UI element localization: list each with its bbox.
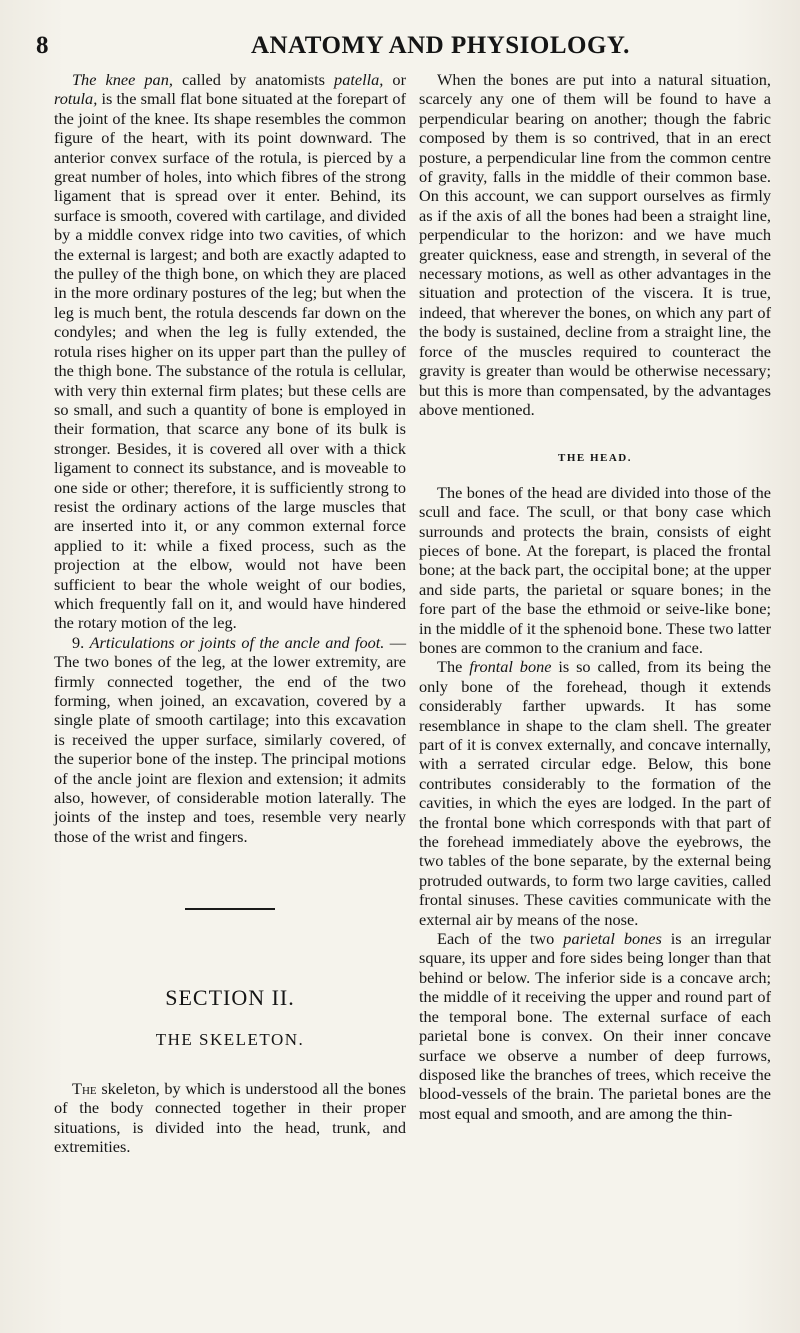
paragraph-frontal-bone: [419, 657, 771, 929]
knee-pan-term: The knee pan,: [72, 70, 173, 89]
section-subtitle: THE SKELETON.: [155, 1029, 305, 1049]
right-column: [419, 70, 771, 1123]
paragraph-text: skeleton, by which is understood all the bones of the body connected together in their proper situations, is divided into the head, trunk, and extremities.: [54, 1079, 406, 1157]
paragraph-text: is so called, from its being the only bone of the forehead, though it extends considerably farther upwards. It has some resemblance in shape to the clam shell. The greater part of it is convex externally, and concave internally, with a serrated circular edge. Below, this bone contributes considerably to the formation of the cavities, in which the eyes are lodged. In the part of the frontal bone which corresponds with that part of the forehead immediately above the eyebrows, the two tables of the bone separate, by the external being protruded outwards, to form two large cavities, called frontal sinuses. These cavities communicate with the external air by means of the nose.: [419, 657, 772, 929]
paragraph-ancle-foot: [54, 633, 406, 846]
section-divider: [185, 908, 275, 910]
latin-term-rotula: rotula,: [54, 89, 98, 109]
paragraph-text: is an irregular square, its upper and fore sides being longer than that behind or below. The inferior side is a concave arch; the middle of it receiving the upper and round part of the temporal bone. The external surface of each parietal bone is convex. On their inner concave surface we observe a number of deep furrows, disposed like the branches of trees, which receive the blood-vessels of the brain. The parietal bones are the most equal and smooth, and are among the thin-: [419, 929, 771, 1123]
paragraph-text: is the small flat bone situated at the forepart of the joint of the knee. Its shape resembles the common figure of the heart, with its point downward. The anterior convex surface of the rotula, is pierced by a great number of holes, into which fibres of the strong ligament that is spread over it enter. Behind, its surface is smooth, covered with cartilage, and divided by a middle convex ridge into two cavities, of which the external is largest; and both are exactly adapted to the pulley of the thigh bone, on which they are placed in the more ordinary postures of the leg; but when the leg is much bent, the rotula descends far down on the condyles; and when the leg is fully extended, the rotula rises higher on its upper part than the pulley of the thigh bone. The substance of the rotula is cellular, with very thin external firm plates; but these cells are so small, and such a quantity of bone is employed in their formation, that scarce any bone of its bulk is stronger. Besides, it is covered all over with a thick ligament to connect its substance, and is moveable to one side or other; therefore, it is sufficiently strong to resist the ordinary actions of the large muscles that are inserted into it, or any common external force applied to it: while a fixed process, such as the projection at the elbow, would not have been sufficient to bear the whole weight of our bodies, which frequently fall on it, and would have hindered the rotary motion of the leg.: [54, 89, 406, 633]
running-title: ANATOMY AND PHYSIOLOGY.: [251, 32, 630, 59]
parietal-bones-term: parietal bones: [563, 929, 662, 949]
paragraph-knee-pan: [54, 70, 406, 633]
small-caps-lead: The: [72, 1079, 97, 1099]
paragraph-skeleton: [54, 1079, 406, 1157]
paragraph-bones-situation: When the bones are put into a natural situation, scarcely any one of them will be found to have a perpendicular bearing on another; though the fabric composed by them is so contrived, that in an erect posture, a perpendicular line from the common centre of gravity, falls in the middle of their common base. On this account, we can support ourselves as firmly as if the axis of all the bones had been a straight line, perpendicular to the horizon: and we have much greater quickness, ease and strength, in several of the necessary motions, as well as other advantages in the situation and protection of the viscera. It is true, indeed, that wherever the bones, on which any part of the body is sustained, decline from a straight line, the force of the muscles required to counteract the gravity is greater than would be otherwise necessary; but this is more than compensated, by the advantages above mentioned.: [419, 70, 771, 419]
item-number: 9.: [72, 632, 90, 652]
page-number: 8: [36, 32, 49, 59]
paragraph-parietal-bones: [419, 929, 771, 1123]
subheading-the-head: THE HEAD.: [557, 452, 632, 465]
paragraph-text: —The two bones of the leg, at the lower extremity, are firmly connected together, the end of the two forming, when joined, an excavation, covered by a single plate of smooth cartilage; into this excavation is received the upper surface, similarly covered, of the superior bone of the instep. The principal motions of the ancle joint are flexion and extension; it admits also, however, of considerable motion laterally. The joints of the instep and toes, resemble very nearly those of the wrist and fingers.: [54, 632, 407, 846]
paragraph-text: Each of the two: [437, 929, 564, 949]
section-title: SECTION II.: [165, 985, 295, 1011]
paragraph-head-bones: The bones of the head are divided into those of the scull and face. The scull, or that bony case which surrounds and protects the brain, consists of eight pieces of bone. At the forepart, is placed the frontal bone; at the back part, the occipital bone; at the upper and side parts, the parietal or square bones; in the fore part of the base the ethmoid or seive-like bone; in the middle of it the sphenoid bone. These two latter bones are common to the cranium and face.: [419, 482, 771, 657]
paragraph-text: The: [437, 657, 470, 677]
frontal-bone-term: frontal bone: [469, 657, 552, 677]
paragraph-text: or: [383, 70, 406, 89]
page-header: [36, 28, 780, 68]
ancle-foot-heading: Articulations or joints of the ancle and foot.: [89, 632, 385, 652]
latin-term-patella: patella,: [334, 70, 384, 89]
paragraph-text: called by anatomists: [172, 70, 335, 89]
left-column: [54, 70, 406, 1157]
